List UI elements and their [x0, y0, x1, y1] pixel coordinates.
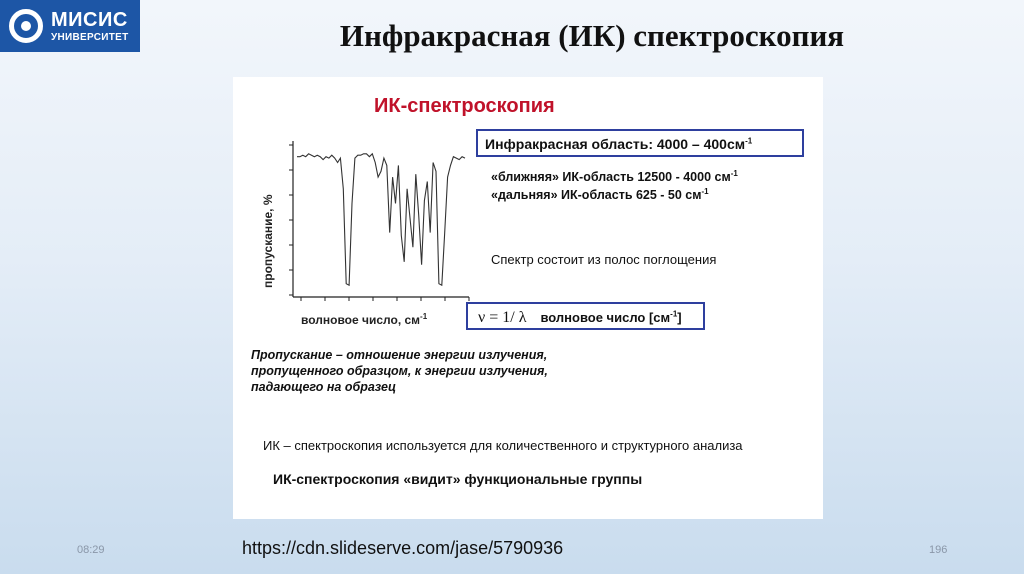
logo-name: МИСИС	[51, 8, 128, 31]
ir-region-text: Инфракрасная область: 4000 – 400см	[485, 136, 746, 152]
ir-region-box	[476, 129, 804, 157]
x-axis-label-sup: -1	[420, 312, 428, 321]
far-ir-region	[491, 187, 709, 202]
logo-subtitle: УНИВЕРСИТЕТ	[51, 31, 129, 43]
wavenumber-formula: ν = 1/ λ	[478, 309, 527, 326]
chart-x-axis-label	[301, 312, 427, 327]
source-url[interactable]: https://cdn.slideserve.com/jase/5790936	[242, 538, 564, 558]
usage-text: ИК – спектроскопия используется для количественного и структурного анализа	[263, 438, 743, 453]
far-ir-text: «дальняя» ИК-область 625 - 50 см	[491, 188, 702, 203]
far-ir-sup: -1	[701, 187, 709, 196]
footer-time: 08:29	[77, 544, 105, 556]
misis-logo-icon	[9, 9, 43, 43]
ir-spectrum-line	[297, 154, 465, 285]
slide-title: Инфракрасная (ИК) спектроскопия	[339, 18, 845, 53]
x-axis-label-text: волновое число, см	[301, 313, 421, 327]
page-number: 196	[929, 544, 948, 556]
transmittance-definition: Пропускание – отношение энергии излучения, пропущенного образцом, к энергии излучения, падающего на образец	[251, 348, 548, 394]
misis-logo	[0, 0, 140, 52]
wavenumber-text: волновое число [см	[540, 310, 671, 325]
near-ir-text: «ближняя» ИК-область 12500 - 4000 см	[491, 170, 731, 185]
near-ir-sup: -1	[730, 169, 738, 178]
logo-text	[51, 10, 129, 43]
wavenumber-tail: ]	[677, 310, 682, 325]
panel-heading: ИК-спектроскопия	[374, 95, 555, 117]
near-ir-region	[491, 169, 738, 184]
spectrum-description: Спектр состоит из полос поглощения	[491, 252, 717, 267]
functional-groups-text: ИК-спектроскопия «видит» функциональные группы	[273, 471, 643, 487]
content-panel	[233, 77, 823, 519]
wavenumber-sup: -1	[670, 309, 678, 319]
ir-region-sup: -1	[745, 136, 753, 146]
chart-y-axis-label: пропускание, %	[261, 194, 275, 288]
wavenumber-box	[466, 302, 705, 330]
